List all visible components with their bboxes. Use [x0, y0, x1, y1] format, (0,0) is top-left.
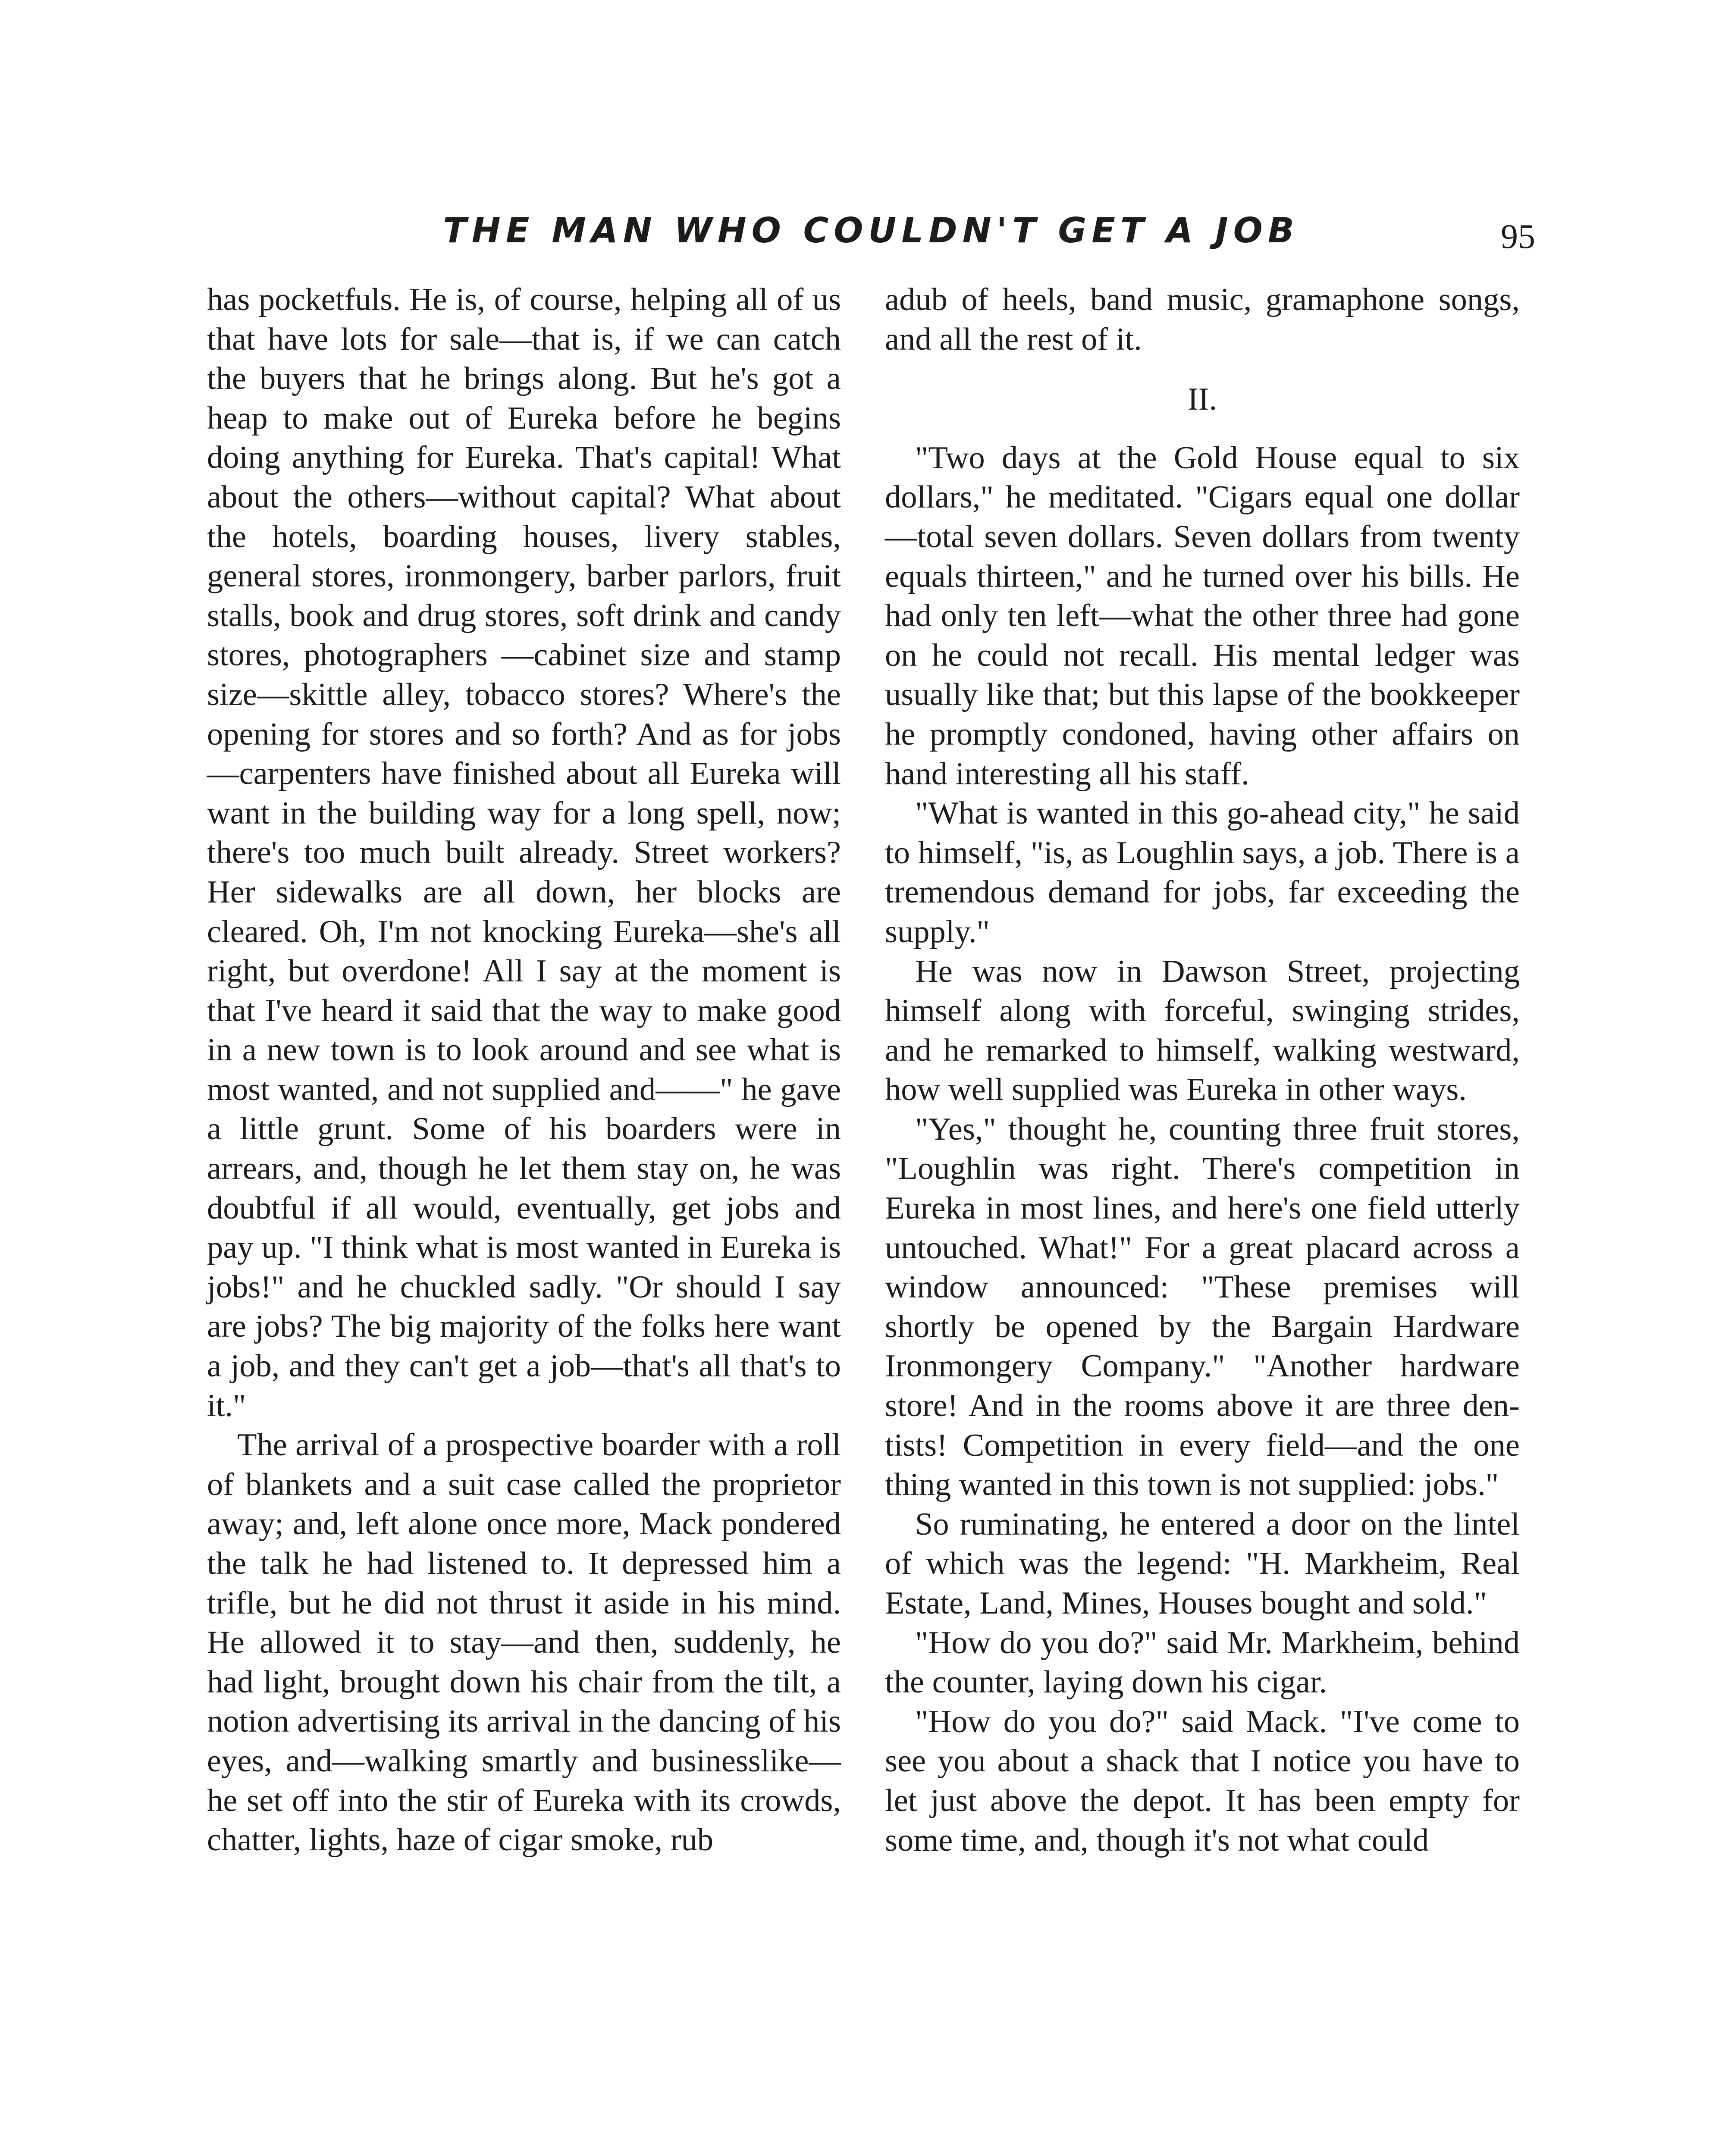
paragraph: So ruminating, he entered a door on the lintel of which was the legend: "H. Markheim, Real Estate, Land, Mines, Houses bought and sold." — [885, 1506, 1520, 1621]
paragraph: "Yes," thought he, counting three fruit stores, "Loughlin was right. There's competition in Eureka in most lines, and here's one field utterly untouched. What!" For a great placard across a window announced: "These premises will shortly be opened by the Bargain Hardware Ironmongery Company." "Another hardware store! And in the rooms above it are three dentists! Competition in every field—and the one thing wanted in this town is not supplied: jobs." — [885, 1111, 1520, 1503]
paragraph: The arrival of a prospective boarder with a roll of blankets and a suit case called the proprietor away; and, left alone once more, Mack pondered the talk he had listened to. It depressed him a trifle, but he did not thrust it aside in his mind. He allowed it to stay—and then, suddenly, he had light, brought down his chair from the tilt, a notion advertising its arrival in the dancing of his eyes, and—walking smartly and businesslike—he set off into the stir of Eureka with its crowds, chatter, lights, haze of cigar smoke, rub — [207, 1427, 841, 1858]
section-number: II. — [1187, 382, 1217, 417]
paragraph: "What is wanted in this go-ahead city," he said to himself, "is, as Loughlin says, a job. There is a tremendous demand for jobs, far exceeding the supply." — [885, 796, 1520, 950]
page-number: 95 — [1501, 218, 1535, 256]
right-column — [885, 280, 1520, 1860]
paragraph-continuation: adub of heels, band music, gramaphone songs, and all the rest of it. — [885, 282, 1520, 357]
paragraph: He was now in Dawson Street, projecting himself along with forceful, swinging strides, and he remarked to himself, walking westward, how well supplied was Eureka in other ways. — [885, 953, 1520, 1108]
paragraph: "How do you do?" said Mack. "I've come to see you about a shack that I notice you have to let just above the depot. It has been empty for some time, and, though it's not what could — [885, 1704, 1520, 1858]
paragraph: "How do you do?" said Mr. Markheim, behind the counter, laying down his cigar. — [885, 1625, 1520, 1700]
page-header — [207, 203, 1535, 259]
paragraph: has pocketfuls. He is, of course, helping all of us that have lots for sale—that is, if we can catch the buyers that he brings along. But he's got a heap to make out of Eureka before he begins doing anything for Eureka. That's capital! What about the others—without capital? What about the hotels, boarding houses, livery stables, general stores, ironmongery, barber parlors, fruit stalls, book and drug stores, soft drink and candy stores, photographers —cabinet size and stamp size—skittle alley, tobacco stores? Where's the opening for stores and so forth? And as for jobs—carpenters have finished about all Eureka will want in the building way for a long spell, now; there's too much built already. Street workers? Her sidewalks are all down, her blocks are cleared. Oh, I'm not knocking Eureka—she's all right, but overdone! All I say at the moment is that I've heard it said that the way to make good in a new town is to look around and see what is most wanted, and not supplied and——" he gave a little grunt. Some of his boarders were in arrears, and, though he let them stay on, he was doubtful if all would, eventually, get jobs and pay up. "I think what is most wanted in Eureka is jobs!" and he chuckled sadly. "Or should I say are jobs? The big majority of the folks here want a job, and they can't get a job—that's all that's to it." — [207, 282, 841, 1423]
running-title: THE MAN WHO COULDN'T GET A JOB — [443, 210, 1299, 251]
left-column — [207, 280, 841, 1860]
paragraph: "Two days at the Gold House equal to six dollars," he meditated. "Cigars equal one dollar—total seven dollars. Seven dollars from twenty equals thirteen," and he turned over his bills. He had only ten left—what the other three had gone on he could not recall. His mental ledger was usually like that; but this lapse of the bookkeeper he promptly condoned, having other affairs on hand interesting all his staff. — [885, 440, 1520, 792]
